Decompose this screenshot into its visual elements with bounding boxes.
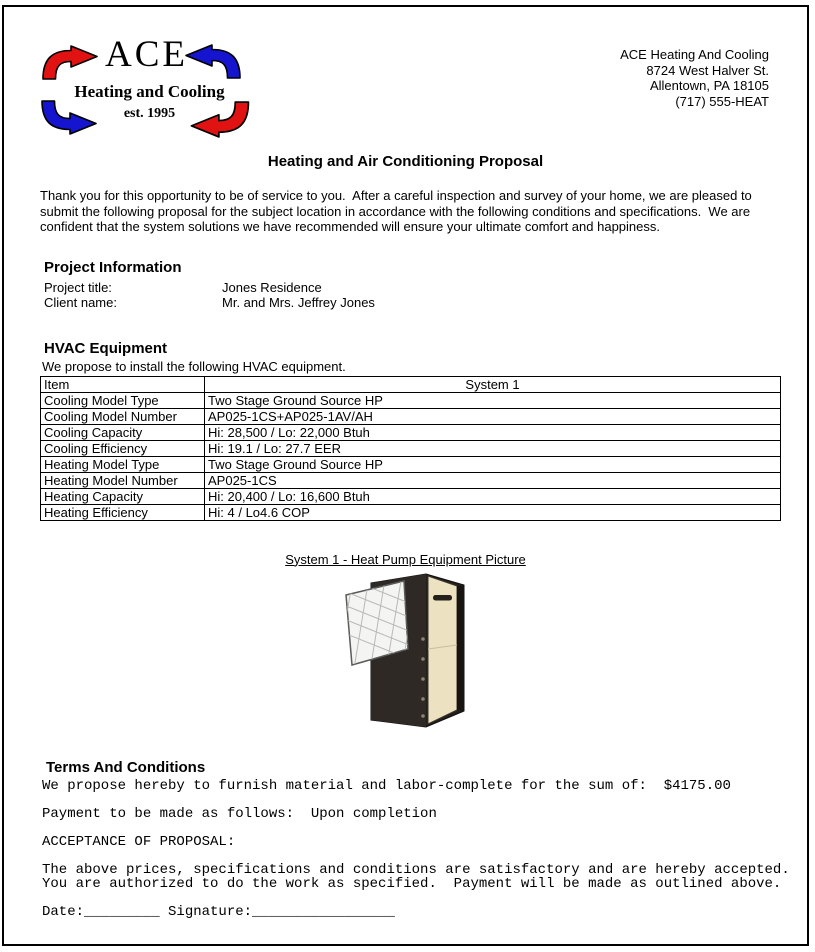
proposal-page bbox=[2, 5, 809, 946]
row-item: Heating Capacity bbox=[41, 488, 205, 504]
table-row bbox=[41, 392, 781, 408]
terms-accepted-line-2: You are authorized to do the work as specified. Payment will be made as outlined above. bbox=[42, 875, 782, 892]
curved-arrow-blue-left-icon bbox=[182, 44, 246, 80]
company-name: ACE Heating And Cooling bbox=[620, 47, 769, 62]
hvac-equipment-table bbox=[40, 376, 781, 521]
row-item: Cooling Capacity bbox=[41, 424, 205, 440]
hvac-intro-line: We propose to install the following HVAC equipment. bbox=[42, 358, 346, 374]
row-value: Hi: 19.1 / Lo: 27.7 EER bbox=[205, 440, 781, 456]
table-row bbox=[41, 472, 781, 488]
project-title-value: Jones Residence bbox=[222, 279, 322, 295]
row-value: Hi: 4 / Lo4.6 COP bbox=[205, 504, 781, 520]
hvac-equipment-heading: HVAC Equipment bbox=[44, 339, 168, 357]
company-city-state: Allentown, PA 18105 bbox=[649, 78, 769, 93]
project-info-heading: Project Information bbox=[44, 258, 182, 276]
row-value: AP025-1CS bbox=[205, 472, 781, 488]
row-item: Heating Efficiency bbox=[41, 504, 205, 520]
table-row bbox=[41, 488, 781, 504]
terms-acceptance-line: ACCEPTANCE OF PROPOSAL: bbox=[42, 833, 236, 850]
row-item: Cooling Model Number bbox=[41, 408, 205, 424]
table-row bbox=[41, 440, 781, 456]
logo-subtitle: Heating and Cooling bbox=[74, 82, 225, 101]
row-value: Hi: 28,500 / Lo: 22,000 Btuh bbox=[205, 424, 781, 440]
company-phone: (717) 555-HEAT bbox=[675, 93, 769, 109]
row-value: AP025-1CS+AP025-1AV/AH bbox=[205, 408, 781, 424]
heat-pump-illustration bbox=[324, 571, 488, 729]
curved-arrow-red-left-icon bbox=[188, 100, 254, 138]
project-title-label: Project title: bbox=[44, 279, 112, 295]
company-street: 8724 West Halver St. bbox=[646, 62, 769, 78]
client-name-label: Client name: bbox=[44, 294, 117, 310]
company-address-block bbox=[620, 47, 769, 145]
table-row bbox=[41, 504, 781, 520]
date-signature-line: Date:_________ Signature:_________________ bbox=[42, 903, 395, 920]
heat-pump-photo bbox=[4, 571, 807, 731]
row-item: Heating Model Number bbox=[41, 472, 205, 488]
project-title-row bbox=[44, 280, 807, 295]
table-row bbox=[41, 408, 781, 424]
table-row bbox=[41, 456, 781, 472]
row-item: Cooling Efficiency bbox=[41, 440, 205, 456]
intro-paragraph: Thank you for this opportunity to be of service to you. After a careful inspection and survey of your home, we are pleased to submit the following proposal for the subject location in accordance with the following conditions and specifications. We are confident that the system solutions we have recommended will ensure your ultimate comfort and happiness. bbox=[40, 188, 756, 234]
row-item: Heating Model Type bbox=[41, 456, 205, 472]
table-header-row bbox=[41, 376, 781, 392]
row-value: Two Stage Ground Source HP bbox=[205, 456, 781, 472]
logo-name: ACE bbox=[105, 34, 188, 75]
equipment-picture-caption: System 1 - Heat Pump Equipment Picture bbox=[285, 551, 526, 567]
curved-arrow-red-right-icon bbox=[38, 45, 100, 81]
terms-payment-line: Payment to be made as follows: Upon completion bbox=[42, 805, 437, 822]
table-row bbox=[41, 424, 781, 440]
company-logo bbox=[32, 34, 267, 143]
logo-established: est. 1995 bbox=[123, 106, 176, 121]
document-title: Heating and Air Conditioning Proposal bbox=[267, 153, 544, 170]
row-value: Hi: 20,400 / Lo: 16,600 Btuh bbox=[205, 488, 781, 504]
system1-column-header: System 1 bbox=[205, 376, 781, 392]
client-name-row bbox=[44, 295, 807, 310]
terms-accepted-line-1: The above prices, specifications and conditions are satisfactory and are hereby accepted. bbox=[42, 861, 790, 878]
item-column-header: Item bbox=[41, 376, 205, 392]
terms-heading: Terms And Conditions bbox=[46, 758, 206, 776]
terms-sum-line: We propose hereby to furnish material and labor-complete for the sum of: $4175.00 bbox=[42, 777, 731, 794]
client-name-value: Mr. and Mrs. Jeffrey Jones bbox=[222, 294, 375, 310]
row-value: Two Stage Ground Source HP bbox=[205, 392, 781, 408]
page-header bbox=[32, 34, 769, 145]
row-item: Cooling Model Type bbox=[41, 392, 205, 408]
